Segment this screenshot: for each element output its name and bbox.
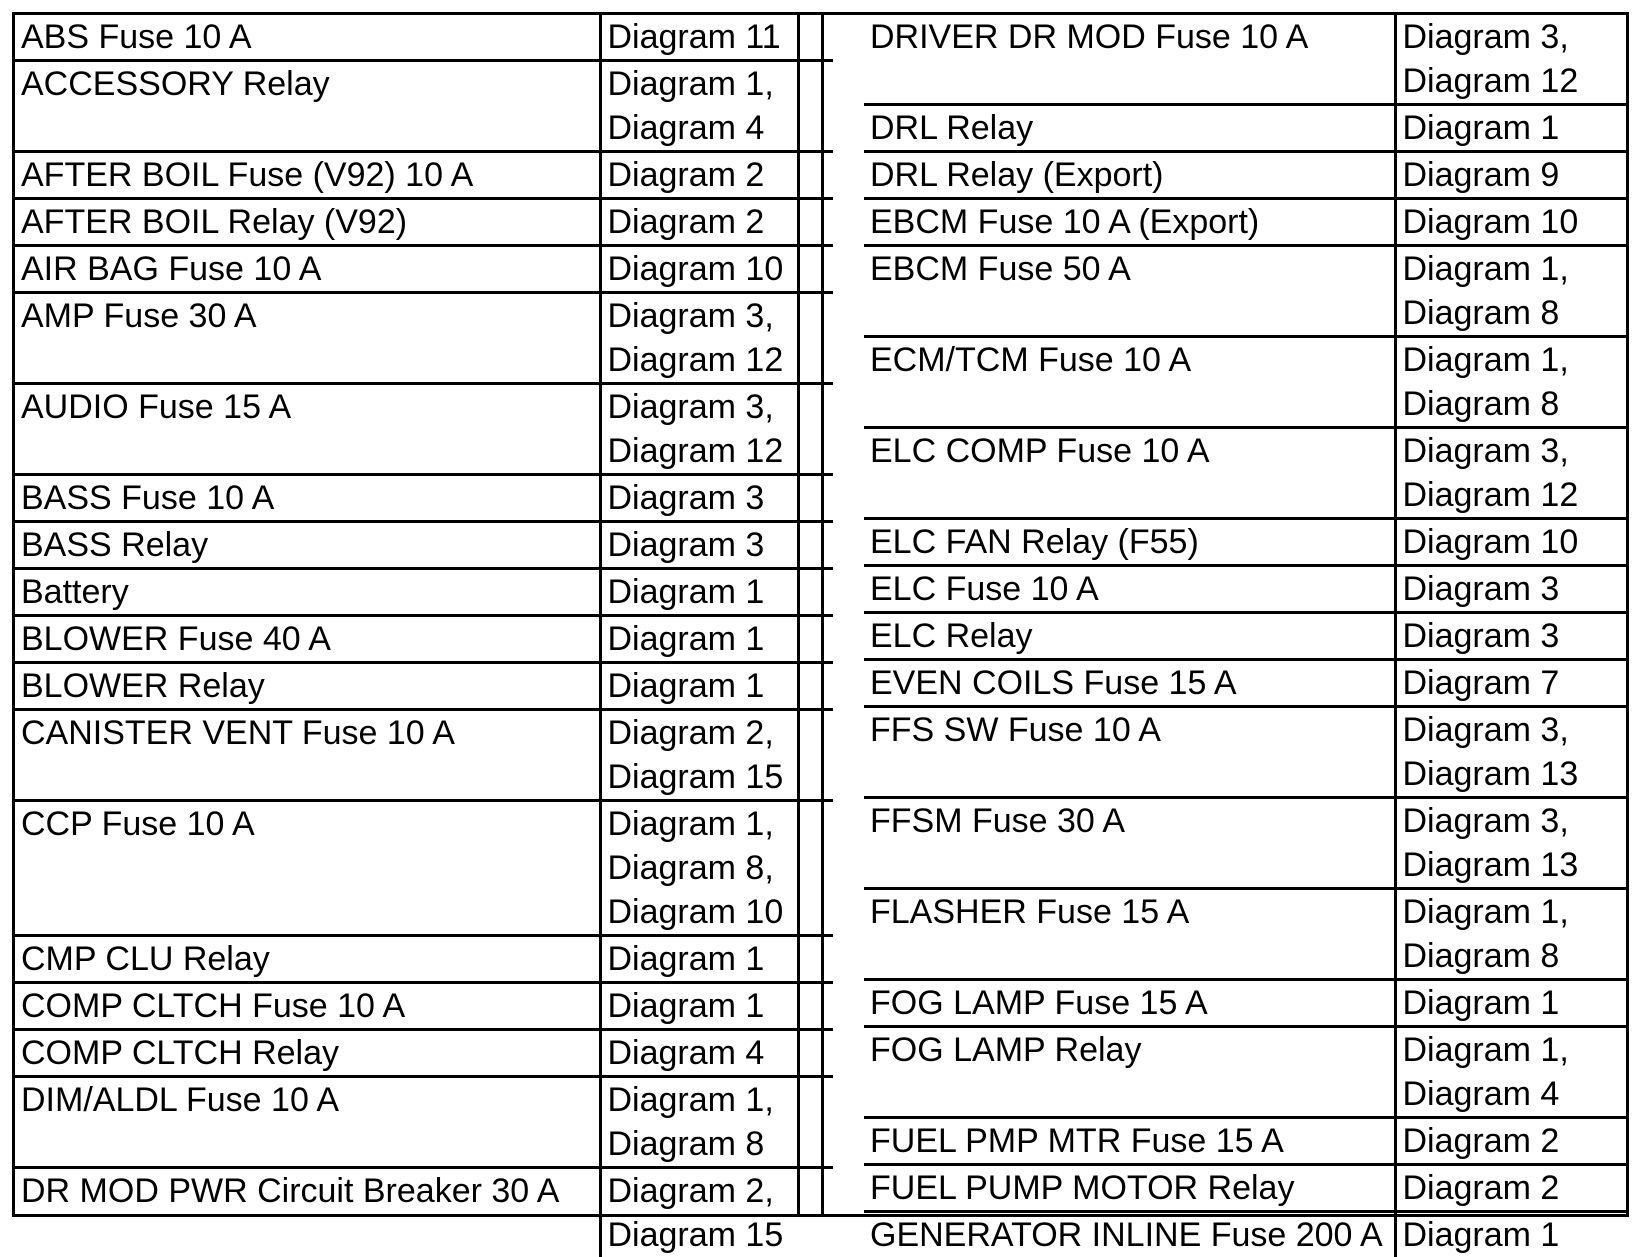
diagram-reference: Diagram 2,	[608, 1169, 834, 1213]
diagram-reference: Diagram 4	[1403, 1072, 1627, 1116]
component-name-cell: DRIVER DR MOD Fuse 10 A	[864, 15, 1395, 105]
diagram-reference-cell	[1395, 246, 1626, 337]
component-name-cell: EVEN COILS Fuse 15 A	[864, 660, 1395, 707]
diagram-reference: Diagram 11	[608, 15, 834, 59]
diagram-reference-cell	[600, 61, 833, 152]
component-name-cell: ELC Relay	[864, 613, 1395, 660]
diagram-reference-cell	[600, 801, 833, 936]
table-row	[864, 566, 1626, 613]
component-name-cell: FUEL PUMP MOTOR Relay	[864, 1165, 1395, 1212]
component-name-cell: FUEL PMP MTR Fuse 15 A	[864, 1118, 1395, 1165]
table-row	[15, 1077, 833, 1168]
table-row	[15, 15, 833, 61]
component-name-cell: FLASHER Fuse 15 A	[864, 889, 1395, 980]
component-name-cell: BASS Fuse 10 A	[15, 475, 600, 522]
component-name-cell: ACCESSORY Relay	[15, 61, 600, 152]
diagram-reference: Diagram 12	[1403, 473, 1627, 517]
diagram-reference: Diagram 8	[1403, 382, 1627, 426]
table-row	[864, 707, 1626, 798]
table-row	[15, 293, 833, 384]
diagram-reference: Diagram 3	[608, 476, 834, 520]
component-name-cell: ELC COMP Fuse 10 A	[864, 428, 1395, 519]
component-name-cell: Battery	[15, 569, 600, 616]
table-row	[864, 1118, 1626, 1165]
diagram-reference: Diagram 2	[1403, 1166, 1627, 1210]
component-name-cell: AFTER BOIL Relay (V92)	[15, 199, 600, 246]
diagram-reference-cell	[600, 569, 833, 616]
diagram-reference: Diagram 3,	[1403, 708, 1627, 752]
diagram-reference-cell	[600, 199, 833, 246]
diagram-reference: Diagram 15	[608, 1213, 834, 1257]
table-row	[864, 152, 1626, 199]
diagram-reference-cell	[1395, 1212, 1626, 1257]
diagram-reference-cell	[600, 384, 833, 475]
component-name-cell: FFS SW Fuse 10 A	[864, 707, 1395, 798]
diagram-reference: Diagram 2	[608, 153, 834, 197]
diagram-reference-cell	[600, 246, 833, 293]
diagram-reference: Diagram 2	[1403, 1119, 1627, 1163]
diagram-reference: Diagram 4	[608, 1031, 834, 1075]
component-name-cell: ABS Fuse 10 A	[15, 15, 600, 61]
diagram-reference: Diagram 8,	[608, 846, 834, 890]
component-name-cell: FFSM Fuse 30 A	[864, 798, 1395, 889]
table-row	[15, 199, 833, 246]
component-name-cell: EBCM Fuse 50 A	[864, 246, 1395, 337]
component-name-cell: AUDIO Fuse 15 A	[15, 384, 600, 475]
diagram-reference-cell	[1395, 105, 1626, 152]
diagram-reference: Diagram 12	[608, 429, 834, 473]
diagram-reference-cell	[1395, 980, 1626, 1027]
table-row	[15, 983, 833, 1030]
component-index-table-right	[864, 15, 1626, 1257]
diagram-reference-cell	[600, 663, 833, 710]
diagram-reference-cell	[1395, 428, 1626, 519]
diagram-reference: Diagram 15	[608, 755, 834, 799]
table-row	[15, 1168, 833, 1257]
component-name-cell: COMP CLTCH Fuse 10 A	[15, 983, 600, 1030]
diagram-reference: Diagram 1	[1403, 1213, 1627, 1257]
component-name-cell: FOG LAMP Relay	[864, 1027, 1395, 1118]
diagram-reference-cell	[1395, 707, 1626, 798]
diagram-reference: Diagram 10	[608, 890, 834, 934]
component-name-cell: COMP CLTCH Relay	[15, 1030, 600, 1077]
table-row	[15, 616, 833, 663]
component-name-cell: AFTER BOIL Fuse (V92) 10 A	[15, 152, 600, 199]
diagram-reference-cell	[1395, 1165, 1626, 1212]
table-row	[15, 1030, 833, 1077]
diagram-reference-cell	[1395, 566, 1626, 613]
diagram-reference-cell	[1395, 660, 1626, 707]
diagram-reference: Diagram 8	[1403, 934, 1627, 978]
diagram-reference: Diagram 3,	[1403, 15, 1627, 59]
diagram-reference: Diagram 3,	[1403, 429, 1627, 473]
diagram-reference-cell	[1395, 613, 1626, 660]
diagram-reference: Diagram 1,	[608, 802, 834, 846]
component-name-cell: EBCM Fuse 10 A (Export)	[864, 199, 1395, 246]
diagram-reference: Diagram 1,	[1403, 247, 1627, 291]
diagram-reference-cell	[600, 15, 833, 61]
diagram-reference: Diagram 8	[1403, 291, 1627, 335]
table-row	[864, 337, 1626, 428]
component-name-cell: DIM/ALDL Fuse 10 A	[15, 1077, 600, 1168]
diagram-reference: Diagram 1	[608, 984, 834, 1028]
diagram-reference-cell	[600, 475, 833, 522]
diagram-reference: Diagram 1	[608, 937, 834, 981]
component-name-cell: ELC Fuse 10 A	[864, 566, 1395, 613]
diagram-reference: Diagram 3,	[608, 294, 834, 338]
diagram-reference-cell	[600, 616, 833, 663]
diagram-reference-cell	[600, 1030, 833, 1077]
table-row	[864, 428, 1626, 519]
diagram-reference-cell	[1395, 519, 1626, 566]
component-name-cell: AMP Fuse 30 A	[15, 293, 600, 384]
diagram-reference-cell	[600, 522, 833, 569]
diagram-reference: Diagram 1,	[608, 1078, 834, 1122]
table-row	[864, 660, 1626, 707]
diagram-reference: Diagram 1,	[608, 62, 834, 106]
diagram-reference-cell	[1395, 889, 1626, 980]
diagram-reference: Diagram 8	[608, 1122, 834, 1166]
table-row	[864, 798, 1626, 889]
diagram-reference: Diagram 2,	[608, 711, 834, 755]
diagram-reference: Diagram 7	[1403, 661, 1627, 705]
diagram-reference: Diagram 9	[1403, 153, 1627, 197]
component-name-cell: DRL Relay (Export)	[864, 152, 1395, 199]
diagram-reference: Diagram 12	[608, 338, 834, 382]
table-row	[864, 199, 1626, 246]
table-row	[15, 663, 833, 710]
diagram-reference: Diagram 1	[608, 570, 834, 614]
diagram-reference: Diagram 3	[608, 523, 834, 567]
diagram-reference: Diagram 1	[608, 664, 834, 708]
table-row	[15, 384, 833, 475]
component-name-cell: ECM/TCM Fuse 10 A	[864, 337, 1395, 428]
component-name-cell: BLOWER Fuse 40 A	[15, 616, 600, 663]
table-row	[864, 105, 1626, 152]
diagram-reference: Diagram 2	[608, 200, 834, 244]
diagram-reference-cell	[600, 293, 833, 384]
diagram-reference: Diagram 10	[1403, 200, 1627, 244]
diagram-reference: Diagram 1,	[1403, 890, 1627, 934]
diagram-reference: Diagram 1	[608, 617, 834, 661]
diagram-reference-cell	[600, 1168, 833, 1257]
component-name-cell: GENERATOR INLINE Fuse 200 A	[864, 1212, 1395, 1257]
component-index-table-left	[15, 15, 833, 1257]
diagram-reference-cell	[600, 936, 833, 983]
diagram-reference: Diagram 4	[608, 106, 834, 150]
table-row	[864, 1027, 1626, 1118]
diagram-reference: Diagram 12	[1403, 59, 1627, 103]
table-row	[864, 1212, 1626, 1257]
diagram-reference-cell	[1395, 199, 1626, 246]
table-row	[864, 15, 1626, 105]
component-name-cell: AIR BAG Fuse 10 A	[15, 246, 600, 293]
diagram-reference: Diagram 3	[1403, 614, 1627, 658]
diagram-reference-cell	[1395, 337, 1626, 428]
table-row	[15, 152, 833, 199]
diagram-reference: Diagram 13	[1403, 843, 1627, 887]
diagram-reference: Diagram 1,	[1403, 1028, 1627, 1072]
table-row	[864, 889, 1626, 980]
table-row	[864, 519, 1626, 566]
diagram-reference-cell	[600, 983, 833, 1030]
table-row	[15, 246, 833, 293]
table-row	[15, 936, 833, 983]
component-name-cell: FOG LAMP Fuse 15 A	[864, 980, 1395, 1027]
diagram-reference: Diagram 3	[1403, 567, 1627, 611]
diagram-reference: Diagram 1	[1403, 106, 1627, 150]
diagram-reference-cell	[1395, 1027, 1626, 1118]
diagram-reference: Diagram 10	[608, 247, 834, 291]
table-row	[15, 801, 833, 936]
diagram-reference: Diagram 1	[1403, 981, 1627, 1025]
diagram-reference: Diagram 1,	[1403, 338, 1627, 382]
diagram-reference-cell	[1395, 15, 1626, 105]
diagram-reference: Diagram 10	[1403, 520, 1627, 564]
diagram-reference-cell	[600, 152, 833, 199]
component-name-cell: BLOWER Relay	[15, 663, 600, 710]
diagram-reference-cell	[1395, 1118, 1626, 1165]
component-name-cell: DR MOD PWR Circuit Breaker 30 A	[15, 1168, 600, 1257]
table-row	[864, 613, 1626, 660]
component-name-cell: CMP CLU Relay	[15, 936, 600, 983]
component-name-cell: CANISTER VENT Fuse 10 A	[15, 710, 600, 801]
diagram-reference-cell	[1395, 798, 1626, 889]
diagram-reference: Diagram 3,	[608, 385, 834, 429]
table-row	[864, 1165, 1626, 1212]
table-row	[15, 522, 833, 569]
table-row	[15, 61, 833, 152]
diagram-reference-cell	[600, 710, 833, 801]
diagram-reference: Diagram 13	[1403, 752, 1627, 796]
table-row	[864, 980, 1626, 1027]
table-row	[15, 710, 833, 801]
diagram-reference-cell	[1395, 152, 1626, 199]
component-name-cell: BASS Relay	[15, 522, 600, 569]
table-row	[864, 246, 1626, 337]
component-name-cell: DRL Relay	[864, 105, 1395, 152]
table-row	[15, 475, 833, 522]
diagram-reference: Diagram 3,	[1403, 799, 1627, 843]
table-row	[15, 569, 833, 616]
diagram-reference-cell	[600, 1077, 833, 1168]
component-name-cell: ELC FAN Relay (F55)	[864, 519, 1395, 566]
component-name-cell: CCP Fuse 10 A	[15, 801, 600, 936]
